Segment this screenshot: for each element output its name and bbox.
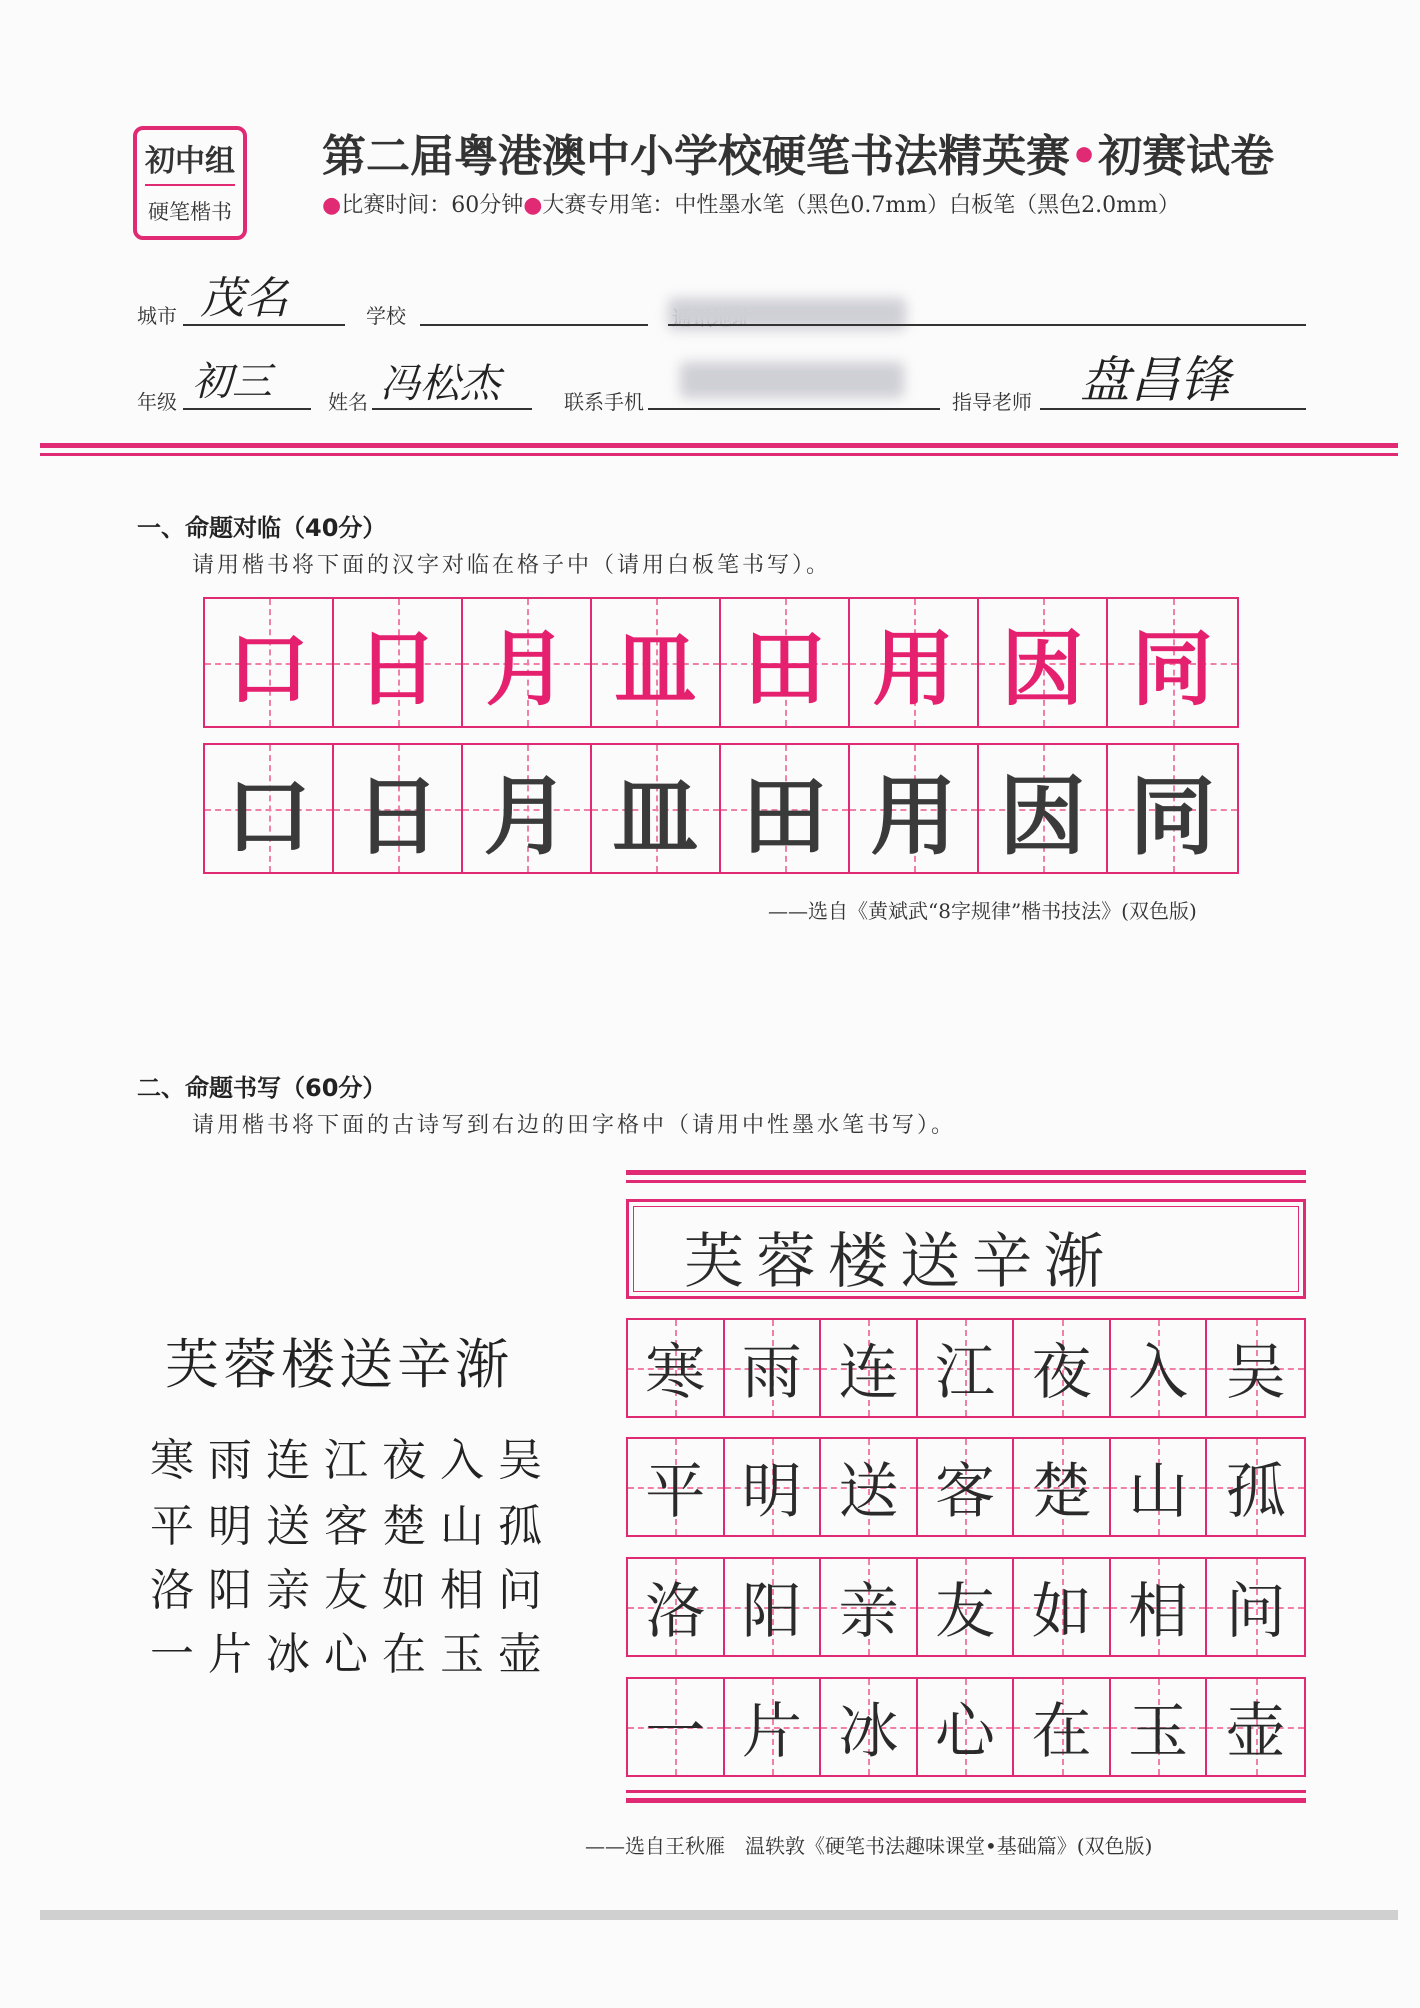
grid-cell[interactable]	[628, 1320, 725, 1416]
sample-poem-title: 芙蓉楼送辛渐	[165, 1333, 513, 1396]
written-char: 心	[935, 1697, 996, 1767]
written-char: 孤	[1225, 1457, 1286, 1527]
written-char: 玉	[1128, 1697, 1189, 1767]
written-poem-title: 芙蓉楼送辛渐	[684, 1227, 1116, 1297]
grid-cell[interactable]	[979, 745, 1108, 872]
phone-redacted	[680, 362, 904, 398]
model-char: 日	[356, 622, 439, 717]
written-char: 送	[838, 1457, 899, 1527]
teacher-value: 盘昌锋	[1080, 351, 1230, 409]
sample-poem-line: 一片冰心在玉壶	[150, 1629, 556, 1680]
written-char: 江	[935, 1338, 996, 1408]
title-tail: 初赛试卷	[1098, 131, 1275, 182]
name-value: 冯松杰	[380, 361, 500, 407]
grid-cell[interactable]	[821, 1320, 918, 1416]
footer-bar	[40, 1910, 1398, 1920]
grid-cell	[721, 599, 850, 726]
written-char: 平	[645, 1457, 706, 1527]
written-char: 连	[838, 1338, 899, 1408]
address-field[interactable]	[668, 322, 1306, 326]
grid-cell[interactable]	[628, 1559, 725, 1655]
written-char: 口	[225, 766, 312, 867]
grid-cell[interactable]	[1014, 1439, 1111, 1535]
model-char: 同	[1131, 622, 1214, 717]
grid-cell[interactable]	[725, 1559, 822, 1655]
page-title	[322, 120, 1274, 184]
exam-info	[322, 188, 1180, 219]
grid-cell[interactable]	[821, 1559, 918, 1655]
written-char: 客	[935, 1457, 996, 1527]
grid-cell[interactable]	[592, 745, 721, 872]
grid-cell[interactable]	[725, 1439, 822, 1535]
bullet-icon: ●	[523, 193, 543, 218]
sample-poem-line: 寒雨连江夜入吴	[150, 1435, 556, 1486]
phone-field[interactable]	[648, 406, 940, 410]
city-label: 城市	[137, 304, 177, 328]
written-char: 皿	[612, 766, 699, 867]
written-char: 同	[1129, 766, 1216, 867]
grid-cell	[334, 599, 463, 726]
grid-cell[interactable]	[918, 1439, 1015, 1535]
phone-label: 联系手机	[564, 390, 644, 414]
grid-cell[interactable]	[1111, 1439, 1208, 1535]
written-char: 月	[483, 766, 570, 867]
title-dot: •	[1070, 131, 1099, 182]
written-char: 友	[935, 1577, 996, 1647]
school-field[interactable]	[420, 322, 648, 326]
grid-cell	[979, 599, 1108, 726]
sample-poem-line: 平明送客楚山孤	[150, 1501, 556, 1552]
grid-cell[interactable]	[628, 1679, 725, 1775]
grid-cell[interactable]	[1108, 745, 1237, 872]
time-info: 比赛时间：60分钟	[341, 193, 524, 218]
writing-area-rule	[626, 1180, 1306, 1183]
written-char: 相	[1128, 1577, 1189, 1647]
grid-cell[interactable]	[725, 1320, 822, 1416]
model-char: 月	[485, 622, 568, 717]
header-rule	[40, 443, 1398, 448]
section2-source: ——选自王秋雁 温轶敦《硬笔书法趣味课堂•基础篇》(双色版)	[585, 1834, 1153, 1858]
written-char: 吴	[1225, 1338, 1286, 1408]
model-char: 用	[872, 622, 955, 717]
grid-cell	[463, 599, 592, 726]
grid-cell[interactable]	[1014, 1320, 1111, 1416]
grid-cell[interactable]	[1207, 1559, 1304, 1655]
grid-cell	[205, 599, 334, 726]
grid-cell[interactable]	[1207, 1320, 1304, 1416]
written-char: 明	[741, 1457, 802, 1527]
grid-cell[interactable]	[721, 745, 850, 872]
written-char: 寒	[645, 1338, 706, 1408]
poem-grid-row[interactable]	[626, 1677, 1306, 1777]
written-char: 阳	[741, 1577, 802, 1647]
school-label: 学校	[366, 304, 406, 328]
grid-cell[interactable]	[1207, 1439, 1304, 1535]
group-badge	[133, 126, 247, 240]
writing-area-rule	[626, 1790, 1306, 1793]
grade-label: 年级	[137, 390, 177, 414]
written-char: 因	[999, 766, 1086, 867]
section1-instruction: 请用楷书将下面的汉字对临在格子中（请用白板笔书写）。	[192, 553, 832, 578]
model-char: 因	[1001, 622, 1084, 717]
written-char: 日	[354, 766, 441, 867]
badge-category: 硬笔楷书	[148, 200, 232, 224]
written-char: 楚	[1031, 1457, 1092, 1527]
bullet-icon: ●	[322, 193, 342, 218]
grid-cell[interactable]	[918, 1679, 1015, 1775]
poem-title-box[interactable]	[626, 1199, 1306, 1299]
written-char: 问	[1225, 1577, 1286, 1647]
written-char: 亲	[838, 1577, 899, 1647]
written-char: 在	[1031, 1697, 1092, 1767]
grid-cell[interactable]	[628, 1439, 725, 1535]
grid-cell[interactable]	[1111, 1320, 1208, 1416]
grid-cell[interactable]	[205, 745, 334, 872]
section1-source: ——选自《黄斌武“8字规律”楷书技法》(双色版)	[768, 899, 1197, 923]
name-label: 姓名	[328, 390, 368, 414]
written-char: 山	[1128, 1457, 1189, 1527]
header-rule	[40, 453, 1398, 456]
written-char: 片	[741, 1697, 802, 1767]
written-char: 洛	[645, 1577, 706, 1647]
written-char: 如	[1031, 1577, 1092, 1647]
model-char: 田	[743, 622, 826, 717]
grid-cell[interactable]	[821, 1679, 918, 1775]
poem-grid-row[interactable]	[626, 1318, 1306, 1418]
grid-cell[interactable]	[1014, 1559, 1111, 1655]
title-main: 第二届粤港澳中小学校硬笔书法精英赛	[322, 131, 1070, 182]
grade-value: 初三	[192, 359, 272, 405]
badge-group: 初中组	[145, 144, 235, 179]
grid-cell[interactable]	[725, 1679, 822, 1775]
poem-grid-row[interactable]	[626, 1557, 1306, 1657]
badge-divider	[145, 184, 235, 186]
grid-cell	[850, 599, 979, 726]
practice-grid-row[interactable]	[203, 743, 1239, 874]
pen-info: 大赛专用笔：中性墨水笔（黑色0.7mm）白板笔（黑色2.0mm）	[542, 193, 1180, 218]
writing-area-rule	[626, 1798, 1306, 1803]
sample-poem-line: 洛阳亲友如相问	[150, 1565, 556, 1616]
model-grid-row	[203, 597, 1239, 728]
grid-cell[interactable]	[850, 745, 979, 872]
poem-grid-row[interactable]	[626, 1437, 1306, 1537]
grid-cell[interactable]	[918, 1320, 1015, 1416]
written-char: 田	[741, 766, 828, 867]
grid-cell[interactable]	[334, 745, 463, 872]
written-char: 冰	[838, 1697, 899, 1767]
written-char: 入	[1128, 1338, 1189, 1408]
teacher-label: 指导老师	[952, 390, 1032, 414]
section1-heading: 一、命题对临（40分）	[137, 514, 387, 542]
section2-heading: 二、命题书写（60分）	[137, 1074, 387, 1102]
grid-cell[interactable]	[463, 745, 592, 872]
written-char: 用	[870, 766, 957, 867]
written-char: 壶	[1225, 1697, 1286, 1767]
grid-cell[interactable]	[821, 1439, 918, 1535]
city-value: 茂名	[200, 273, 288, 324]
written-char: 雨	[741, 1338, 802, 1408]
grid-cell	[1108, 599, 1237, 726]
grid-cell	[592, 599, 721, 726]
model-char: 皿	[614, 622, 697, 717]
section2-instruction: 请用楷书将下面的古诗写到右边的田字格中（请用中性墨水笔书写）。	[192, 1113, 957, 1138]
grid-cell[interactable]	[918, 1559, 1015, 1655]
written-char: 一	[645, 1697, 706, 1767]
grid-cell[interactable]	[1111, 1559, 1208, 1655]
grid-cell[interactable]	[1014, 1679, 1111, 1775]
grid-cell[interactable]	[1111, 1679, 1208, 1775]
grid-cell[interactable]	[1207, 1679, 1304, 1775]
model-char: 口	[227, 622, 310, 717]
writing-area-rule	[626, 1170, 1306, 1175]
written-char: 夜	[1031, 1338, 1092, 1408]
